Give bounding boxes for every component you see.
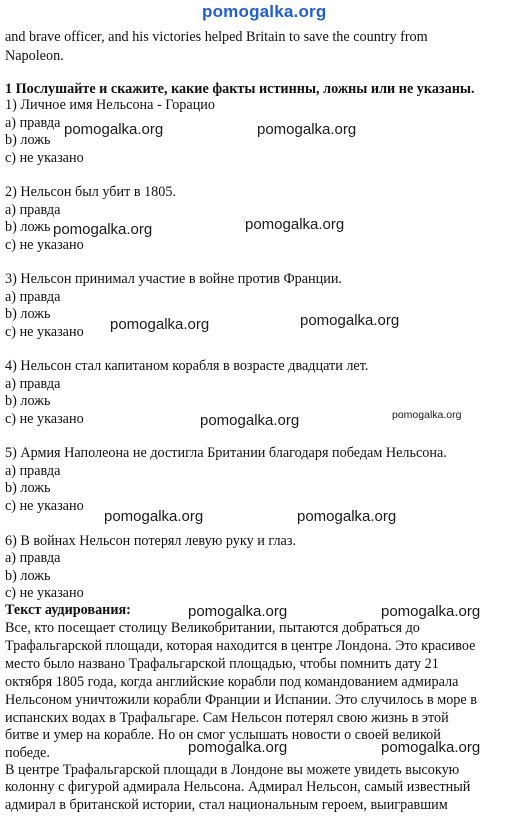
- option-a: a) правда: [5, 463, 61, 479]
- watermark: pomogalka.org: [104, 508, 204, 525]
- audio-line: Трафальгарской площади, которая находится в центре Лондона. Это красивое: [5, 638, 476, 654]
- option-c: c) не указано: [5, 150, 84, 166]
- watermark: pomogalka.org: [245, 216, 345, 233]
- audio-line: В центре Трафальгарской площади в Лондоне вы можете увидеть высокую: [5, 762, 460, 778]
- watermark: pomogalka.org: [300, 312, 400, 329]
- audio-line: битве и умер на корабле. Но он смог услышать новости о своей великой: [5, 727, 441, 743]
- watermark: pomogalka.org: [53, 221, 153, 238]
- option-b: b) ложь: [5, 132, 51, 148]
- question-text: 1) Личное имя Нельсона - Горацио: [5, 97, 215, 113]
- question-text: 6) В войнах Нельсон потерял левую руку и глаз.: [5, 533, 296, 549]
- intro-line: Napoleon.: [5, 48, 64, 64]
- option-a: a) правда: [5, 289, 61, 305]
- question-text: 2) Нельсон был убит в 1805.: [5, 184, 176, 200]
- watermark: pomogalka.org: [188, 603, 288, 620]
- audio-line: октября 1805 года, когда английские корабли под командованием адмирала: [5, 674, 459, 690]
- option-b: b) ложь: [5, 306, 51, 322]
- option-b: b) ложь: [5, 568, 51, 584]
- option-b: b) ложь: [5, 393, 51, 409]
- audio-line: адмирал в британской истории, стал национальным героем, выигравшим: [5, 797, 448, 813]
- watermark: pomogalka.org: [200, 412, 300, 429]
- question-text: 3) Нельсон принимал участие в войне против Франции.: [5, 271, 342, 287]
- watermark: pomogalka.org: [392, 409, 462, 421]
- audio-line: победе.: [5, 745, 50, 761]
- question-text: 5) Армия Наполеона не достигла Британии благодаря победам Нельсона.: [5, 445, 447, 461]
- watermark: pomogalka.org: [381, 603, 481, 620]
- audio-line: испанских водах в Трафальгаре. Сам Нельсон потерял свою жизнь в этой: [5, 710, 449, 726]
- option-b: b) ложь: [5, 480, 51, 496]
- task-title: 1 Послушайте и скажите, какие факты истинны, ложны или не указаны.: [5, 81, 475, 97]
- option-a: a) правда: [5, 550, 61, 566]
- audio-heading: Текст аудирования:: [5, 602, 131, 618]
- option-c: c) не указано: [5, 411, 84, 427]
- option-a: a) правда: [5, 115, 61, 131]
- option-a: a) правда: [5, 202, 61, 218]
- audio-line: Все, кто посещает столицу Великобритании, пытаются добраться до: [5, 620, 420, 636]
- audio-line: Нельсоном уничтожили корабли Франции и Испании. Это случилось в море в: [5, 692, 477, 708]
- option-b: b) ложь: [5, 219, 51, 235]
- watermark: pomogalka.org: [297, 508, 397, 525]
- watermark: pomogalka.org: [381, 739, 481, 756]
- site-logo: pomogalka.org: [202, 2, 327, 21]
- option-c: c) не указано: [5, 237, 84, 253]
- option-a: a) правда: [5, 376, 61, 392]
- audio-line: колонну с фигурой адмирала Нельсона. Адмирал Нельсон, самый известный: [5, 779, 471, 795]
- intro-line: and brave officer, and his victories helped Britain to save the country from: [5, 29, 428, 45]
- question-text: 4) Нельсон стал капитаном корабля в возрасте двадцати лет.: [5, 358, 369, 374]
- option-c: c) не указано: [5, 585, 84, 601]
- watermark: pomogalka.org: [188, 739, 288, 756]
- option-c: c) не указано: [5, 498, 84, 514]
- watermark: pomogalka.org: [64, 121, 164, 138]
- audio-line: место было названо Трафальгарской площадью, чтобы помнить дату 21: [5, 656, 439, 672]
- watermark: pomogalka.org: [257, 121, 357, 138]
- option-c: c) не указано: [5, 324, 84, 340]
- watermark: pomogalka.org: [110, 316, 210, 333]
